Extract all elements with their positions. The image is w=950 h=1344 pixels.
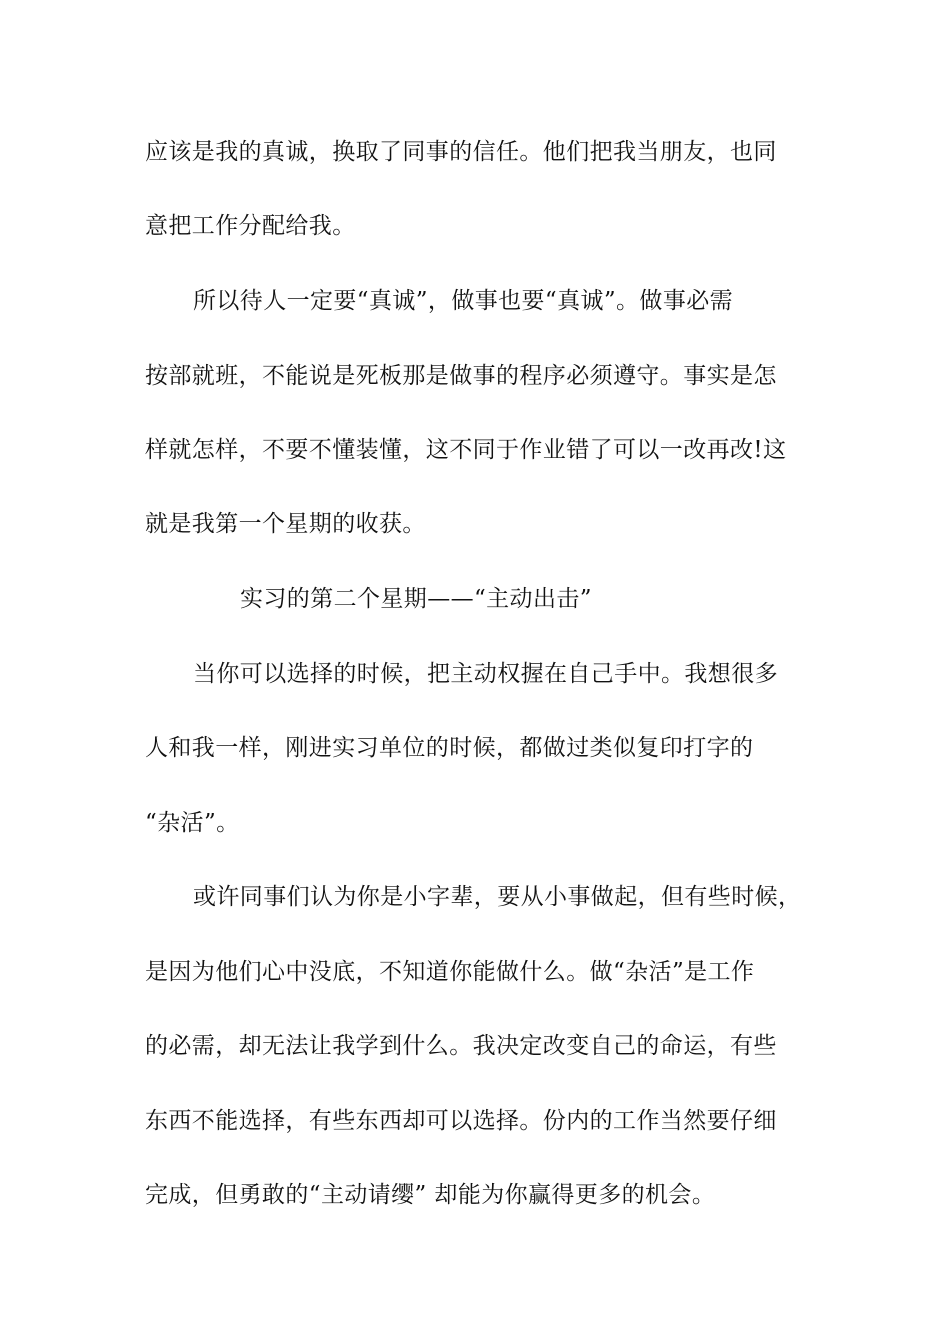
paragraph-4-line-3: 的必需，却无法让我学到什么。我决定改变自己的命运，有些 xyxy=(145,1033,777,1059)
paragraph-2-line-3: 样就怎样，不要不懂装懂，这不同于作业错了可以一改再改!这 xyxy=(145,437,787,463)
paragraph-1-line-2: 意把工作分配给我。 xyxy=(145,213,356,239)
paragraph-1-line-1: 应该是我的真诚，换取了同事的信任。他们把我当朋友，也同 xyxy=(145,139,777,165)
paragraph-3-line-2: 人和我一样，刚进实习单位的时候，都做过类似复印打字的 xyxy=(145,735,754,761)
paragraph-3-line-3: “杂活”。 xyxy=(145,810,240,836)
paragraph-4-line-2: 是因为他们心中没底，不知道你能做什么。做“杂活”是工作 xyxy=(145,959,755,985)
paragraph-3-line-1: 当你可以选择的时候，把主动权握在自己手中。我想很多 xyxy=(193,661,778,687)
paragraph-4-line-1: 或许同事们认为你是小字辈，要从小事做起，但有些时候， xyxy=(193,884,802,910)
paragraph-2-line-2: 按部就班，不能说是死板那是做事的程序必须遵守。事实是怎 xyxy=(145,363,777,389)
paragraph-4-line-4: 东西不能选择，有些东西却可以选择。份内的工作当然要仔细 xyxy=(145,1108,777,1134)
paragraph-2-line-4: 就是我第一个星期的收获。 xyxy=(145,511,426,537)
paragraph-4-line-5: 完成，但勇敢的“主动请缨” 却能为你赢得更多的机会。 xyxy=(145,1182,716,1208)
paragraph-2-line-1: 所以待人一定要“真诚”，做事也要“真诚”。做事必需 xyxy=(193,288,734,314)
section-heading: 实习的第二个星期——“主动出击” xyxy=(240,586,592,612)
